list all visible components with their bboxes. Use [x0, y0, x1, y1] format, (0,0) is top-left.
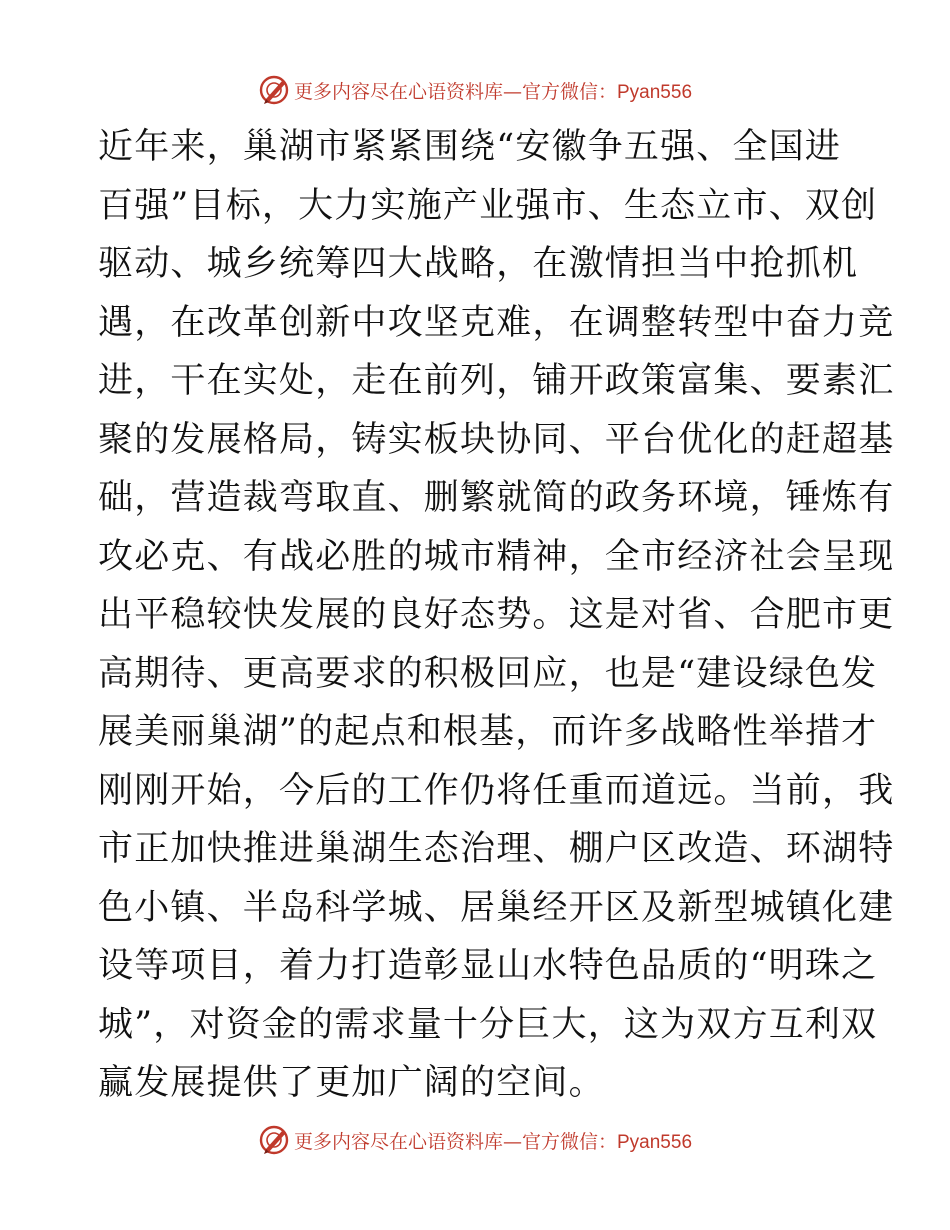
text-line: 攻必克、有战必胜的城市精神，全市经济社会呈现	[98, 536, 895, 577]
text-line: 城”，对资金的需求量十分巨大，这为双方互利双	[98, 1004, 878, 1045]
text-line: 础，营造裁弯取直、删繁就简的政务环境，锤炼有	[98, 478, 895, 518]
banner-separator: —	[502, 1130, 522, 1153]
text-line: 设等项目，着力打造彰显山水特色品质的“明珠之	[98, 946, 878, 986]
text-line: 市正加快推进巢湖生态治理、棚户区改造、环湖特	[98, 829, 895, 869]
text-line: 展美丽巢湖”的起点和根基，而许多战略性举措才	[98, 712, 878, 752]
text-line: 高期待、更高要求的积极回应，也是“建设绿色发	[98, 653, 878, 694]
body-text	[98, 118, 895, 1113]
banner-wechat-label: 官方微信：	[521, 80, 617, 103]
text-line: 遇，在改革创新中攻坚克难，在调整转型中奋力竞	[98, 302, 895, 343]
text-line: 色小镇、半岛科学城、居巢经开区及新型城镇化建	[98, 887, 895, 928]
text-line: 近年来，巢湖市紧紧围绕“安徽争五强、全国进	[98, 127, 842, 167]
text-line: 百强”目标，大力实施产业强市、生态立市、双创	[98, 185, 878, 226]
text-line: 出平稳较快发展的良好态势。这是对省、合肥市更	[98, 595, 895, 635]
text-line: 聚的发展格局，铸实板块协同、平台优化的赶超基	[98, 419, 895, 460]
banner-text	[294, 1127, 692, 1154]
banner-separator: —	[502, 80, 522, 103]
banner-wechat-id: Pyan556	[617, 1131, 693, 1153]
footer-banner	[0, 1120, 950, 1160]
text-line: 赢发展提供了更加广阔的空间。	[98, 1063, 605, 1103]
header-banner	[0, 70, 950, 110]
text-line: 进，干在实处，走在前列，铺开政策富集、要素汇	[98, 361, 895, 401]
banner-wechat-label: 官方微信：	[521, 1130, 617, 1153]
banner-text	[294, 77, 692, 104]
banner-title: 更多内容尽在心语资料库	[293, 80, 503, 103]
pen-logo-icon	[258, 1124, 290, 1156]
text-line: 驱动、城乡统筹四大战略，在激情担当中抢抓机	[98, 244, 859, 284]
pen-logo-icon	[258, 74, 290, 106]
banner-title: 更多内容尽在心语资料库	[293, 1130, 503, 1153]
banner-wechat-id: Pyan556	[617, 81, 693, 103]
text-line: 刚刚开始，今后的工作仍将任重而道远。当前，我	[98, 770, 895, 811]
